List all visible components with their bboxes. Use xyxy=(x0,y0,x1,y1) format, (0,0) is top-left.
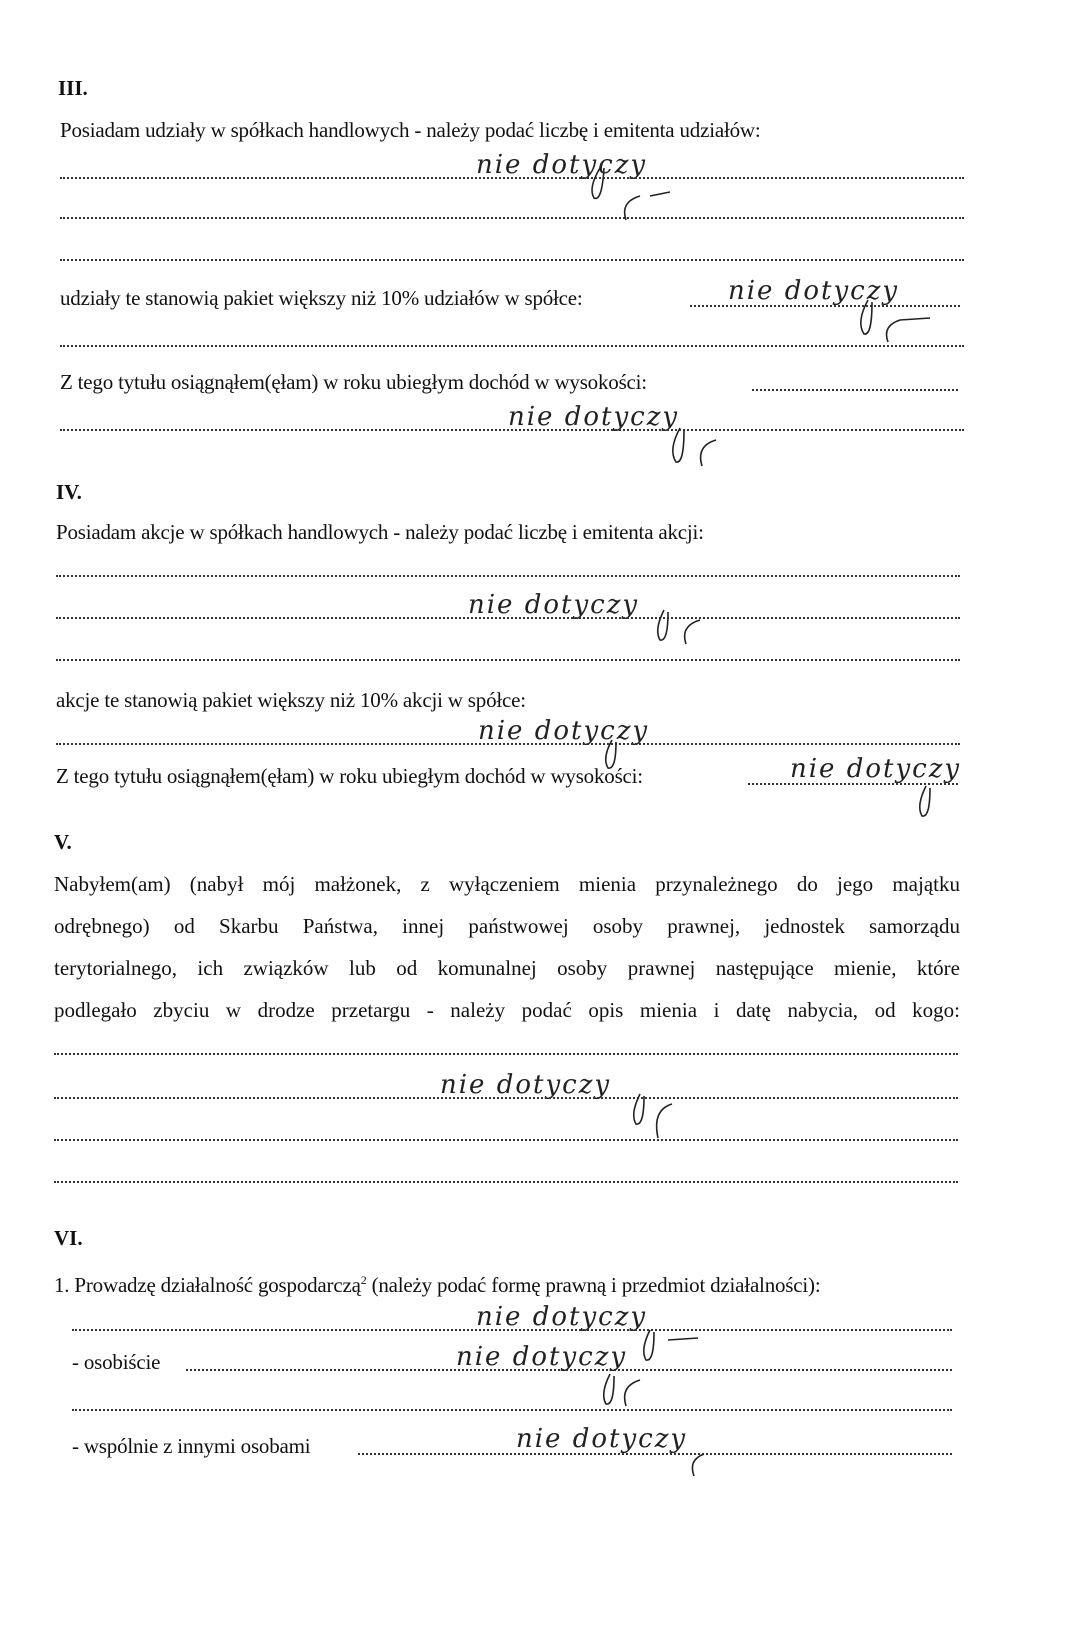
footnote-marker: 2 xyxy=(360,1273,367,1287)
pen-stroke xyxy=(673,428,684,462)
section-iii-dochod-label: Z tego tytułu osiągnąłem(ęłam) w roku ubiegłym dochód w wysokości: xyxy=(60,370,647,394)
section-vi-heading: VI. xyxy=(54,1226,83,1250)
section-iii-question: Posiadam udziały w spółkach handlowych - należy podać liczbę i emitenta udziałów: xyxy=(60,118,761,142)
pen-stroke xyxy=(920,786,930,816)
section-iii-pakiet-label: udziały te stanowią pakiet większy niż 10% udziałów w spółce: xyxy=(60,286,583,310)
section-iii-answer: nie dotyczy xyxy=(476,150,648,180)
section-iii-pakiet-answer: nie dotyczy xyxy=(728,276,900,306)
section-vi-osobiscie-answer: nie dotyczy xyxy=(456,1342,628,1372)
pen-stroke xyxy=(861,300,872,334)
section-v-answer: nie dotyczy xyxy=(440,1070,612,1100)
section-v-line: odrębnego) od Skarbu Państwa, innej państwowej osoby prawnej, jednostek samorządu xyxy=(54,914,960,938)
section-v-line: podlegało zbyciu w drodze przetargu - należy podać opis mienia i datę nabycia, od kogo: xyxy=(54,998,960,1022)
section-iii-dochod-answer: nie dotyczy xyxy=(508,402,680,432)
section-iii-heading: III. xyxy=(58,76,88,100)
section-vi-item1-suffix: (należy podać formę prawną i przedmiot działalności): xyxy=(366,1273,821,1297)
pen-stroke xyxy=(625,1380,640,1406)
section-vi-item1-prefix: 1. Prowadzę działalność gospodarczą xyxy=(54,1273,361,1297)
section-iv-question: Posiadam akcje w spółkach handlowych - należy podać liczbę i emitenta akcji: xyxy=(56,520,704,544)
pen-stroke xyxy=(685,620,700,644)
section-vi-osobiscie-label: - osobiście xyxy=(72,1350,161,1374)
section-iv-answer: nie dotyczy xyxy=(468,590,640,620)
section-v-heading: V. xyxy=(54,830,72,854)
pen-stroke xyxy=(657,1104,672,1138)
pen-stroke xyxy=(604,1374,614,1404)
pen-stroke xyxy=(668,1338,698,1340)
section-vi-wspolnie-label: - wspólnie z innymi osobami xyxy=(72,1434,311,1458)
section-iv-dochod-label: Z tego tytułu osiągnąłem(ęłam) w roku ubiegłym dochód w wysokości: xyxy=(56,764,643,788)
section-iv-pakiet-label: akcje te stanowią pakiet większy niż 10% akcji w spółce: xyxy=(56,688,526,712)
section-v-line: terytorialnego, ich związków lub od komunalnej osoby prawnej następujące mienie, które xyxy=(54,956,960,980)
pen-stroke xyxy=(634,1094,644,1124)
pen-stroke xyxy=(701,440,716,466)
pen-stroke xyxy=(658,610,668,640)
pen-stroke xyxy=(625,192,670,220)
section-iv-heading: IV. xyxy=(56,480,82,504)
section-vi-wspolnie-answer: nie dotyczy xyxy=(516,1424,688,1454)
pen-stroke xyxy=(592,168,604,198)
section-iv-pakiet-answer: nie dotyczy xyxy=(478,716,650,746)
section-iv-dochod-answer: nie dotyczy xyxy=(790,754,962,784)
pen-stroke xyxy=(606,740,616,768)
pen-stroke xyxy=(887,318,931,342)
section-vi-item1-answer: nie dotyczy xyxy=(476,1302,648,1332)
pen-stroke xyxy=(644,1330,654,1360)
section-v-line: Nabyłem(am) (nabył mój małżonek, z wyłączeniem mienia przynależnego do jego majątku xyxy=(54,872,960,896)
pen-stroke xyxy=(692,1454,704,1476)
